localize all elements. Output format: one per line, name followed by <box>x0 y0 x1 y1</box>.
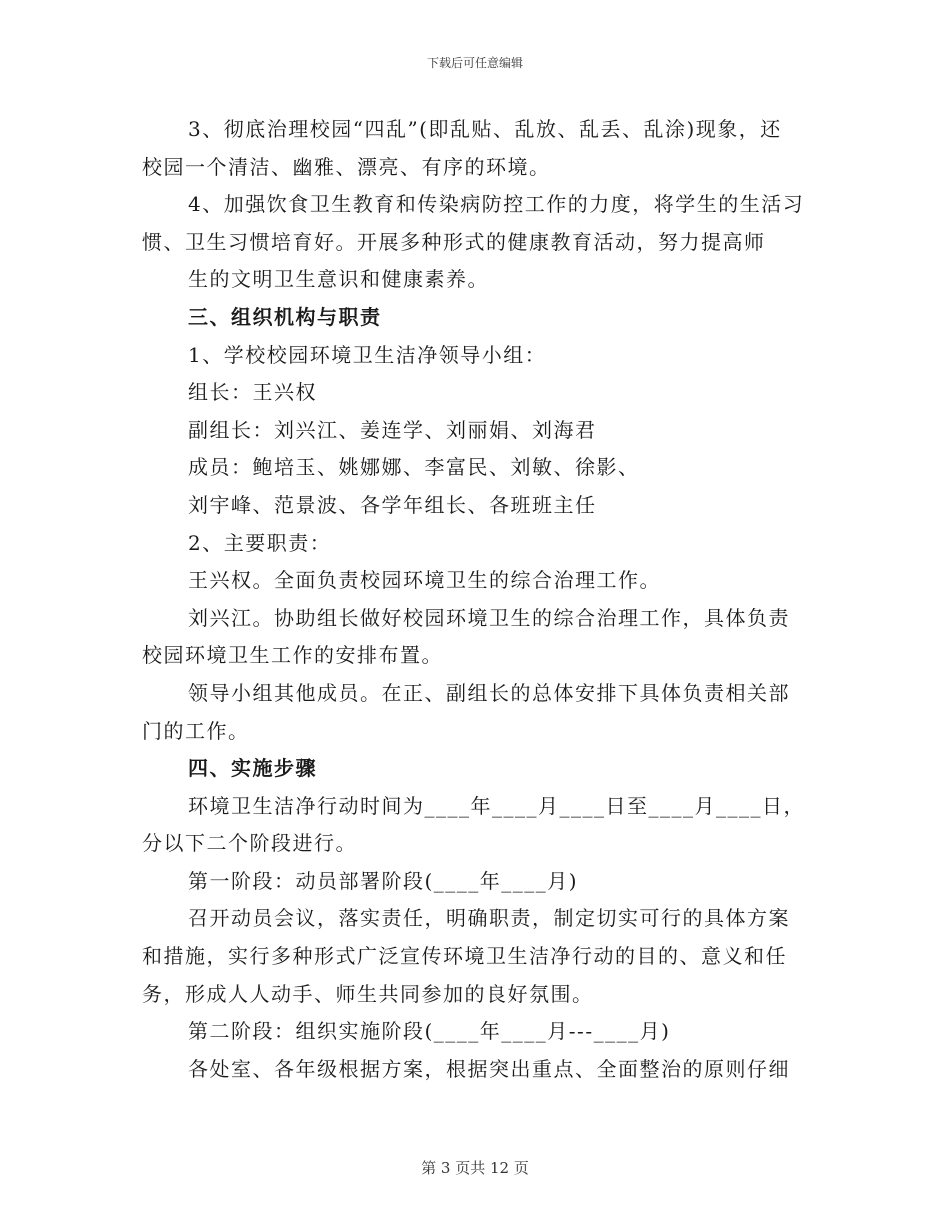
paragraph-line: 第一阶段：动员部署阶段(____年____月) <box>188 868 579 893</box>
paragraph-line: 1、学校校园环境卫生洁净领导小组： <box>188 342 547 367</box>
paragraph-line: 副组长：刘兴江、姜连学、刘丽娟、刘海君 <box>188 417 597 442</box>
section-heading: 三、组织机构与职责 <box>188 304 382 329</box>
document-body <box>142 111 810 1088</box>
paragraph-line: 刘兴江。协助组长做好校园环境卫生的综合治理工作，具体负责 <box>188 605 790 630</box>
paragraph-line: 惯、卫生习惯培育好。开展多种形式的健康教育活动，努力提高师 <box>142 229 766 254</box>
paragraph-line: 校园环境卫生工作的安排布置。 <box>142 643 443 668</box>
page-footer: 第 3 页共 12 页 <box>421 1159 529 1177</box>
paragraph-line: 4、加强饮食卫生教育和传染病防控工作的力度，将学生的生活习 <box>188 192 805 217</box>
paragraph-line: 刘宇峰、范景波、各学年组长、各班班主任 <box>188 492 597 517</box>
paragraph-line: 分以下二个阶段进行。 <box>142 831 357 856</box>
paragraph-line: 2、主要职责： <box>188 530 332 555</box>
paragraph-line: 务，形成人人动手、师生共同参加的良好氛围。 <box>142 981 594 1006</box>
paragraph-line: 生的文明卫生意识和健康素养。 <box>188 267 489 292</box>
paragraph-line: 校园一个清洁、幽雅、漂亮、有序的环境。 <box>142 154 551 179</box>
paragraph-line: 成员：鲍培玉、姚娜娜、李富民、刘敏、徐影、 <box>188 455 640 480</box>
paragraph-line: 门的工作。 <box>142 718 250 743</box>
paragraph-line: 领导小组其他成员。在正、副组长的总体安排下具体负责相关部 <box>188 680 790 705</box>
paragraph-line: 组长：王兴权 <box>188 380 317 405</box>
paragraph-line: 召开动员会议，落实责任，明确职责，制定切实可行的具体方案 <box>188 906 790 931</box>
paragraph-line: 第二阶段：组织实施阶段(____年____月---____月) <box>188 1019 671 1044</box>
paragraph-line: 环境卫生洁净行动时间为____年____月____日至____月____日， <box>188 793 805 818</box>
paragraph-line: 和措施，实行多种形式广泛宣传环境卫生洁净行动的目的、意义和任 <box>142 944 787 969</box>
paragraph-line: 3、彻底治理校园“四乱”(即乱贴、乱放、乱丢、乱涂)现象，还 <box>188 117 782 141</box>
page-header: 下载后可任意编辑 <box>426 56 523 70</box>
section-heading: 四、实施步骤 <box>188 756 317 781</box>
paragraph-line: 王兴权。全面负责校园环境卫生的综合治理工作。 <box>188 568 661 593</box>
paragraph-line: 各处室、各年级根据方案，根据突出重点、全面整治的原则仔细 <box>188 1056 790 1081</box>
